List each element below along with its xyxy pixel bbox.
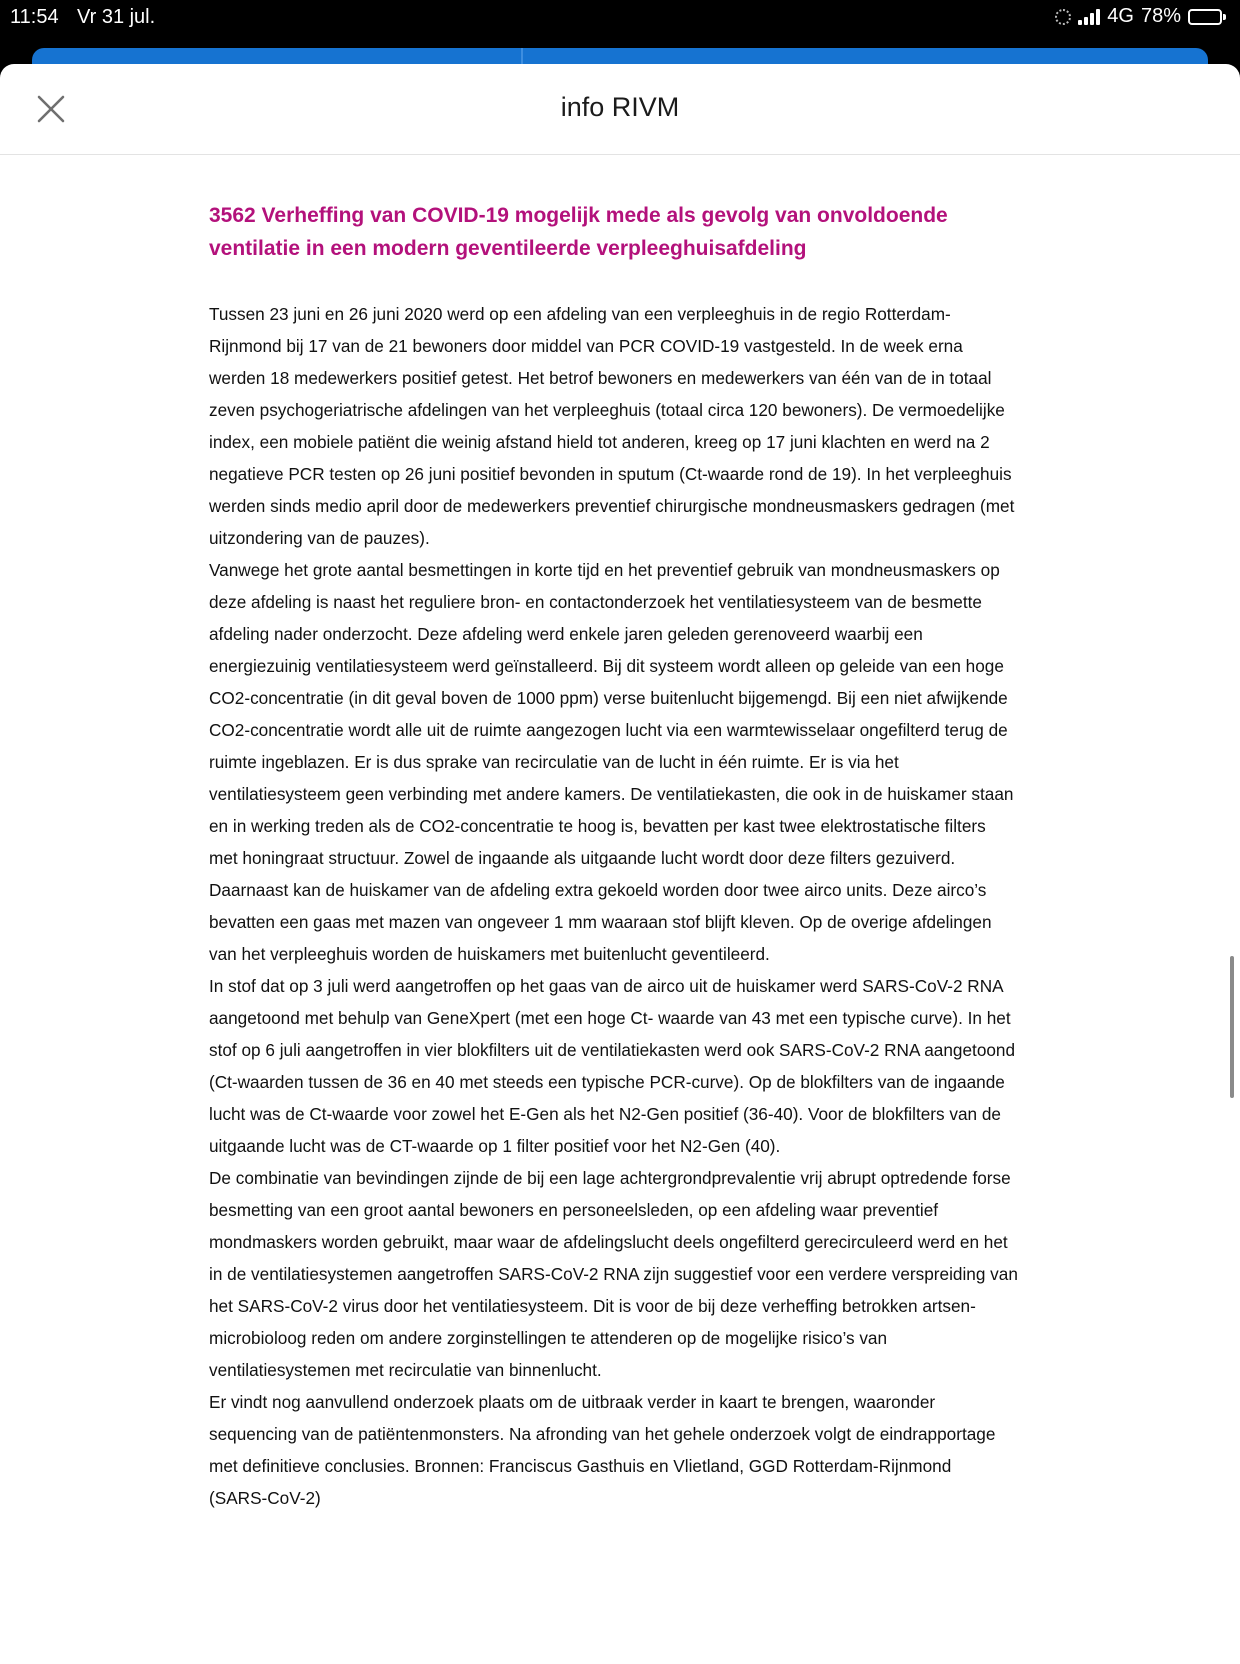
article-title: 3562 Verheffing van COVID-19 mogelijk mede als gevolg van onvoldoende ventilatie in een modern geventileerde verpleeghuisafdeling — [209, 204, 948, 260]
article-paragraph: Tussen 23 juni en 26 juni 2020 werd op een afdeling van een verpleeghuis in de regio Rotterdam- Rijnmond bij 17 van de 21 bewoners door middel van PCR COVID-19 vastgesteld. In de week erna werden 18 medewerkers positief getest. Het betrof bewoners en medewerkers van één van de in totaal zeven psychogeriatrische afdelingen van het verpleeghuis (totaal circa 120 bewoners). De vermoedelijke index, een mobiele patiënt die weinig afstand hield tot anderen, kreeg op 17 juni klachten en werd na 2 negatieve PCR testen op 26 juni positief bevonden in sputum (Ct-waarde rond de 19). In het verpleeghuis werden sinds medio april door de medewerkers preventief chirurgische mondneusmaskers gedragen (met uitzondering van de pauzes). — [209, 304, 1015, 548]
article-paragraph: Er vindt nog aanvullend onderzoek plaats om de uitbraak verder in kaart te brengen, waaronder sequencing van de patiëntenmonsters. Na afronding van het gehele onderzoek volgt de eindrapportage met definitieve conclusies. Bronnen: Franciscus Gasthuis en Vlietland, GGD Rotterdam-Rijnmond — [209, 1392, 996, 1476]
article-paragraph: De combinatie van bevindingen zijnde de bij een lage achtergrondprevalentie vrij abrupt optredende forse besmetting van een groot aantal bewoners en personeelsleden, op een afdeling waar preventief mondmaskers worden gebruikt, maar waar de afdelingslucht deels ongefilterd gerecirculeerd werd en het in de ventilatiesystemen aangetroffen SARS-CoV-2 RNA zijn suggestief voor een verdere verspreiding van het SARS-CoV-2 virus door het ventilatiesysteem. Dit is voor de bij deze verheffing betrokken artsen-microbioloog reden om andere zorginstellingen te attenderen op de mogelijke risico’s van ventilatiesystemen met recirculatie van binnenlucht. — [209, 1168, 1018, 1380]
battery-icon — [1188, 9, 1226, 25]
modal-sheet — [0, 64, 1240, 1664]
battery-percentage: 78% — [1140, 5, 1181, 27]
scrollbar[interactable] — [1230, 956, 1234, 1098]
modal-title: info RIVM — [560, 92, 680, 122]
status-time: 11:54 — [10, 6, 59, 28]
signal-icon — [1078, 9, 1100, 25]
modal-navbar — [0, 64, 1240, 155]
status-right — [1055, 5, 1226, 28]
article-paragraph: Vanwege het grote aantal besmettingen in korte tijd en het preventief gebruik van mondneusmaskers op deze afdeling is naast het reguliere bron- en contactonderzoek het ventilatiesysteem van de besmette afdeling nader onderzocht. Deze afdeling werd enkele jaren geleden gerenoveerd waarbij een energiezuinig ventilatiesysteem werd geïnstalleerd. Bij dit systeem wordt alleen op geleide van een hoge CO2-concentratie (in dit geval boven de 1000 ppm) verse buitenlucht bijgemengd. Bij een niet afwijkende CO2-concentratie wordt alle uit de ruimte aangezogen lucht via een warmtewisselaar ongefilterd terug de ruimte ingeblazen. Er is dus sprake van recirculatie van de lucht in één ruimte. Er is via het ventilatiesysteem geen verbinding met andere kamers. De ventilatiekasten, die ook in de huiskamer staan en in werking treden als de CO2-concentratie te hoog is, bevatten per kast twee elektrostatische filters met honingraat structuur. Zowel de ingaande als uitgaande lucht wordt door deze filters gezuiverd. Daarnaast kan de huiskamer van de afdeling extra gekoeld worden door twee airco units. Deze airco’s bevatten een gaas met mazen van ongeveer 1 mm waaraan stof blijft kleven. Op de overige afdelingen van het verpleeghuis worden de huiskamers met buitenlucht geventileerd. — [209, 560, 1014, 964]
status-bar — [0, 0, 1240, 34]
network-label: 4G — [1107, 5, 1134, 27]
status-date: Vr 31 jul. — [77, 6, 156, 28]
article-content — [209, 199, 1019, 1514]
article-paragraph: (SARS-CoV-2) — [209, 1488, 321, 1508]
article-paragraph: In stof dat op 3 juli werd aangetroffen op het gaas van de airco uit de huiskamer werd SARS-CoV-2 RNA aangetoond met behulp van GeneXpert (met een hoge Ct- waarde van 43 met een typische curve). In het stof op 6 juli aangetroffen in vier blokfilters uit de ventilatiekasten werd ook SARS-CoV-2 RNA aangetoond (Ct-waarden tussen de 36 en 40 met steeds een typische PCR-curve). Op de blokfilters van de ingaande lucht was de Ct-waarde voor zowel het E-Gen als het N2-Gen positief (36-40). Voor de blokfilters van de uitgaande lucht was de CT-waarde op 1 filter positief voor het N2-Gen (40). — [209, 976, 1016, 1156]
activity-spinner-icon — [1055, 9, 1071, 25]
